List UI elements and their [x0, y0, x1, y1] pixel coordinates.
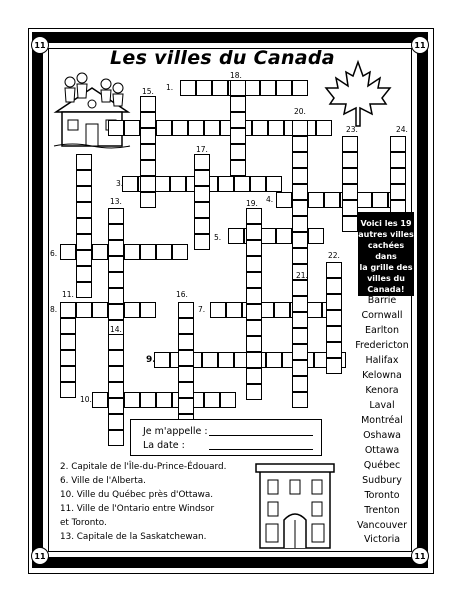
- crossword-cell[interactable]: [202, 352, 218, 368]
- city-word: Halifax: [365, 355, 399, 366]
- crossword-cell[interactable]: [230, 112, 246, 128]
- crossword-cell[interactable]: [76, 154, 92, 170]
- crossword-cell[interactable]: [108, 208, 124, 224]
- city-word: Kelowna: [362, 370, 402, 381]
- clue-number-10: 10.: [80, 395, 92, 404]
- clue-number-20: 20.: [294, 107, 306, 116]
- crossword-cell[interactable]: [76, 170, 92, 186]
- crossword-cell[interactable]: [92, 392, 108, 408]
- info-line: cachées dans: [367, 241, 405, 261]
- crossword-cell[interactable]: [124, 244, 140, 260]
- crossword-cell[interactable]: [390, 184, 406, 200]
- crossword-cell[interactable]: [60, 366, 76, 382]
- city-word: Montréal: [361, 415, 403, 426]
- school-house-illustration: [52, 72, 132, 150]
- crossword-cell[interactable]: [124, 392, 140, 408]
- crossword-cell[interactable]: [76, 302, 92, 318]
- crossword-cell[interactable]: [230, 96, 246, 112]
- crossword-cell[interactable]: [230, 160, 246, 176]
- info-line: Voici les 19: [360, 219, 412, 228]
- crossword-cell[interactable]: [204, 392, 220, 408]
- clue-number-7: 7.: [198, 305, 206, 314]
- crossword-cell[interactable]: [268, 120, 284, 136]
- clue-number-3: 3.: [116, 179, 124, 188]
- crossword-cell[interactable]: [266, 352, 282, 368]
- info-line: Canada!: [367, 285, 405, 294]
- crossword-cell[interactable]: [342, 168, 358, 184]
- clue-number-8: 8.: [50, 305, 58, 314]
- crossword-cell[interactable]: [108, 398, 124, 414]
- clue-number-18: 18.: [230, 71, 242, 80]
- crossword-cell[interactable]: [308, 228, 324, 244]
- crossword-cell[interactable]: [390, 152, 406, 168]
- crossword-cell[interactable]: [292, 200, 308, 216]
- clue-number-6: 6.: [50, 249, 58, 258]
- crossword-cell[interactable]: [266, 176, 282, 192]
- crossword-cell[interactable]: [196, 80, 212, 96]
- crossword-cell[interactable]: [170, 176, 186, 192]
- crossword-cell[interactable]: [342, 184, 358, 200]
- crossword-cell[interactable]: [76, 282, 92, 298]
- crossword-cell[interactable]: [228, 228, 244, 244]
- city-word: Sudbury: [362, 475, 402, 486]
- crossword-cell[interactable]: [230, 128, 246, 144]
- city-word: Kenora: [365, 385, 399, 396]
- crossword-cell[interactable]: [292, 344, 308, 360]
- crossword-cell[interactable]: [342, 200, 358, 216]
- crossword-cell[interactable]: [194, 218, 210, 234]
- crossword-cell[interactable]: [140, 244, 156, 260]
- city-word: Victoria: [363, 534, 401, 545]
- crossword-cell[interactable]: [326, 278, 342, 294]
- clue-text: 13. Capitale de la Saskatchewan.: [60, 532, 207, 542]
- crossword-cell[interactable]: [292, 392, 308, 408]
- crossword-cell[interactable]: [60, 302, 76, 318]
- page-title: Les villes du Canada: [110, 47, 335, 69]
- crossword-cell[interactable]: [212, 80, 228, 96]
- city-word: Earlton: [365, 325, 399, 336]
- crossword-cell[interactable]: [292, 312, 308, 328]
- crossword-cell[interactable]: [108, 334, 124, 350]
- crossword-cell[interactable]: [246, 320, 262, 336]
- crossword-cell[interactable]: [60, 350, 76, 366]
- crossword-cell[interactable]: [246, 256, 262, 272]
- name-label: Je m'appelle :: [143, 426, 208, 437]
- crossword-cell[interactable]: [292, 152, 308, 168]
- clue-number-23: 23.: [346, 125, 358, 134]
- crossword-cell[interactable]: [108, 272, 124, 288]
- clue-number-17: 17.: [196, 145, 208, 154]
- crossword-cell[interactable]: [172, 120, 188, 136]
- crossword-cell[interactable]: [234, 176, 250, 192]
- crossword-cell[interactable]: [108, 240, 124, 256]
- crossword-cell[interactable]: [178, 302, 194, 318]
- city-word: Barrie: [367, 295, 397, 306]
- city-word: Fredericton: [355, 340, 409, 351]
- crossword-cell[interactable]: [108, 382, 124, 398]
- page-number-bottom-right: 11: [411, 547, 429, 565]
- crossword-cell[interactable]: [172, 244, 188, 260]
- crossword-cell[interactable]: [60, 244, 76, 260]
- crossword-cell[interactable]: [108, 120, 124, 136]
- crossword-cell[interactable]: [178, 398, 194, 414]
- crossword-cell[interactable]: [292, 248, 308, 264]
- crossword-cell[interactable]: [194, 234, 210, 250]
- city-word: Québec: [363, 460, 401, 471]
- crossword-cell[interactable]: [122, 176, 138, 192]
- crossword-cell[interactable]: [194, 154, 210, 170]
- crossword-cell[interactable]: [246, 384, 262, 400]
- clue-number-1: 1.: [166, 83, 174, 92]
- crossword-cell[interactable]: [372, 192, 388, 208]
- clue-number-4: 4.: [266, 195, 274, 204]
- crossword-cell[interactable]: [244, 80, 260, 96]
- crossword-cell[interactable]: [292, 184, 308, 200]
- crossword-cell[interactable]: [326, 310, 342, 326]
- crossword-cell[interactable]: [326, 294, 342, 310]
- crossword-cell[interactable]: [140, 392, 156, 408]
- crossword-cell[interactable]: [246, 240, 262, 256]
- crossword-cell[interactable]: [292, 280, 308, 296]
- crossword-cell[interactable]: [342, 136, 358, 152]
- crossword-cell[interactable]: [92, 244, 108, 260]
- crossword-cell[interactable]: [108, 414, 124, 430]
- crossword-cell[interactable]: [108, 304, 124, 320]
- crossword-cell[interactable]: [308, 192, 324, 208]
- info-line: autres villes: [358, 230, 414, 239]
- crossword-cell[interactable]: [210, 302, 226, 318]
- crossword-cell[interactable]: [76, 250, 92, 266]
- crossword-cell[interactable]: [246, 336, 262, 352]
- crossword-cell[interactable]: [292, 216, 308, 232]
- clue-number-5: 5.: [214, 233, 222, 242]
- name-date-box: [130, 419, 322, 456]
- crossword-cell[interactable]: [108, 350, 124, 366]
- hidden-cities-info-box: [358, 212, 414, 296]
- crossword-cell[interactable]: [178, 382, 194, 398]
- crossword-cell[interactable]: [92, 302, 108, 318]
- crossword-cell[interactable]: [178, 318, 194, 334]
- clue-number-11: 11.: [62, 290, 74, 299]
- crossword-cell[interactable]: [108, 430, 124, 446]
- clue-text: 11. Ville de l'Ontario entre Windsor: [60, 504, 215, 514]
- crossword-cell[interactable]: [292, 296, 308, 312]
- city-word: Toronto: [364, 490, 400, 501]
- crossword-cell[interactable]: [326, 262, 342, 278]
- crossword-cell[interactable]: [140, 302, 156, 318]
- crossword-cell[interactable]: [246, 368, 262, 384]
- crossword-cell[interactable]: [140, 192, 156, 208]
- clue-number-16: 16.: [176, 290, 188, 299]
- clue-number-13: 13.: [110, 197, 122, 206]
- maple-leaf-illustration: [322, 58, 394, 130]
- crossword-cell[interactable]: [204, 120, 220, 136]
- crossword-cell[interactable]: [76, 186, 92, 202]
- crossword-cell[interactable]: [230, 144, 246, 160]
- city-word: Cornwall: [361, 310, 403, 321]
- crossword-cell[interactable]: [60, 318, 76, 334]
- city-word: Laval: [369, 400, 395, 411]
- clue-text: 6. Ville de l'Alberta.: [60, 476, 146, 486]
- crossword-cell[interactable]: [218, 352, 234, 368]
- clue-number-22: 22.: [328, 251, 340, 260]
- crossword-cell[interactable]: [194, 186, 210, 202]
- page-number-top-left: 11: [31, 36, 49, 54]
- crossword-cell[interactable]: [292, 80, 308, 96]
- crossword-cell[interactable]: [76, 266, 92, 282]
- crossword-cell[interactable]: [246, 272, 262, 288]
- crossword-cell[interactable]: [220, 392, 236, 408]
- crossword-cell[interactable]: [178, 366, 194, 382]
- clue-number-14: 14.: [110, 325, 122, 334]
- crossword-cell[interactable]: [180, 80, 196, 96]
- crossword-cell[interactable]: [156, 244, 172, 260]
- date-label: La date :: [143, 440, 185, 451]
- city-word: Ottawa: [364, 445, 400, 456]
- crossword-cell[interactable]: [124, 120, 140, 136]
- info-line: villes du: [367, 274, 405, 283]
- crossword-cell[interactable]: [292, 168, 308, 184]
- clue-number-19: 19.: [246, 199, 258, 208]
- crossword-cell[interactable]: [60, 334, 76, 350]
- crossword-cell[interactable]: [76, 218, 92, 234]
- crossword-cell[interactable]: [260, 228, 276, 244]
- crossword-cell[interactable]: [108, 288, 124, 304]
- crossword-cell[interactable]: [246, 304, 262, 320]
- crossword-cell[interactable]: [326, 342, 342, 358]
- crossword-cell[interactable]: [218, 176, 234, 192]
- crossword-cell[interactable]: [156, 120, 172, 136]
- city-word: Vancouver: [356, 520, 408, 531]
- crossword-cell[interactable]: [140, 96, 156, 112]
- crossword-cell[interactable]: [230, 80, 246, 96]
- crossword-cell[interactable]: [390, 136, 406, 152]
- crossword-cell[interactable]: [326, 358, 342, 374]
- crossword-cell[interactable]: [292, 376, 308, 392]
- crossword-cell[interactable]: [108, 256, 124, 272]
- crossword-cell[interactable]: [154, 176, 170, 192]
- crossword-cell[interactable]: [342, 216, 358, 232]
- crossword-cell[interactable]: [178, 350, 194, 366]
- clue-text: et Toronto.: [60, 518, 107, 528]
- crossword-cell[interactable]: [292, 232, 308, 248]
- crossword-cell[interactable]: [292, 136, 308, 152]
- crossword-cell[interactable]: [76, 234, 92, 250]
- crossword-cell[interactable]: [276, 228, 292, 244]
- crossword-cell[interactable]: [246, 208, 262, 224]
- crossword-cell[interactable]: [324, 192, 340, 208]
- clue-number-21: 21.: [296, 271, 308, 280]
- crossword-cell[interactable]: [194, 202, 210, 218]
- crossword-cell[interactable]: [246, 224, 262, 240]
- crossword-cell[interactable]: [156, 392, 172, 408]
- crossword-cell[interactable]: [154, 352, 170, 368]
- city-word: Trenton: [364, 505, 400, 516]
- crossword-cell[interactable]: [140, 144, 156, 160]
- crossword-cell[interactable]: [124, 302, 140, 318]
- clue-number-15: 15.: [142, 87, 154, 96]
- crossword-cell[interactable]: [276, 192, 292, 208]
- page-number-top-right: 11: [411, 36, 429, 54]
- crossword-cell[interactable]: [108, 366, 124, 382]
- crossword-cell[interactable]: [226, 302, 242, 318]
- clue-text: 2. Capitale de l'Île-du-Prince-Édouard.: [60, 462, 227, 472]
- crossword-cell[interactable]: [140, 176, 156, 192]
- crossword-cell[interactable]: [60, 382, 76, 398]
- crossword-cell[interactable]: [140, 112, 156, 128]
- city-word: Oshawa: [363, 430, 401, 441]
- crossword-cell[interactable]: [140, 160, 156, 176]
- crossword-cell[interactable]: [342, 152, 358, 168]
- crossword-cell[interactable]: [356, 192, 372, 208]
- crossword-cell[interactable]: [178, 334, 194, 350]
- crossword-cell[interactable]: [188, 120, 204, 136]
- crossword-cell[interactable]: [292, 328, 308, 344]
- clue-text: 10. Ville du Québec près d'Ottawa.: [60, 490, 214, 500]
- crossword-cell[interactable]: [326, 326, 342, 342]
- crossword-cell[interactable]: [292, 120, 308, 136]
- city-building-illustration: [254, 458, 336, 550]
- crossword-cell[interactable]: [250, 176, 266, 192]
- crossword-cell[interactable]: [292, 360, 308, 376]
- crossword-cell[interactable]: [140, 128, 156, 144]
- clue-number-24: 24.: [396, 125, 408, 134]
- crossword-cell[interactable]: [252, 120, 268, 136]
- crossword-cell[interactable]: [108, 224, 124, 240]
- crossword-cell[interactable]: [390, 168, 406, 184]
- name-line[interactable]: [209, 435, 313, 436]
- crossword-cell[interactable]: [274, 302, 290, 318]
- clue-number-9: 9.: [146, 355, 156, 365]
- crossword-cell[interactable]: [260, 80, 276, 96]
- info-line: la grille des: [359, 263, 413, 272]
- crossword-cell[interactable]: [246, 352, 262, 368]
- crossword-cell[interactable]: [76, 202, 92, 218]
- crossword-cell[interactable]: [316, 120, 332, 136]
- crossword-cell[interactable]: [276, 80, 292, 96]
- crossword-cell[interactable]: [246, 288, 262, 304]
- date-line[interactable]: [209, 449, 313, 450]
- page-number-bottom-left: 11: [31, 547, 49, 565]
- crossword-cell[interactable]: [306, 302, 322, 318]
- crossword-cell[interactable]: [194, 170, 210, 186]
